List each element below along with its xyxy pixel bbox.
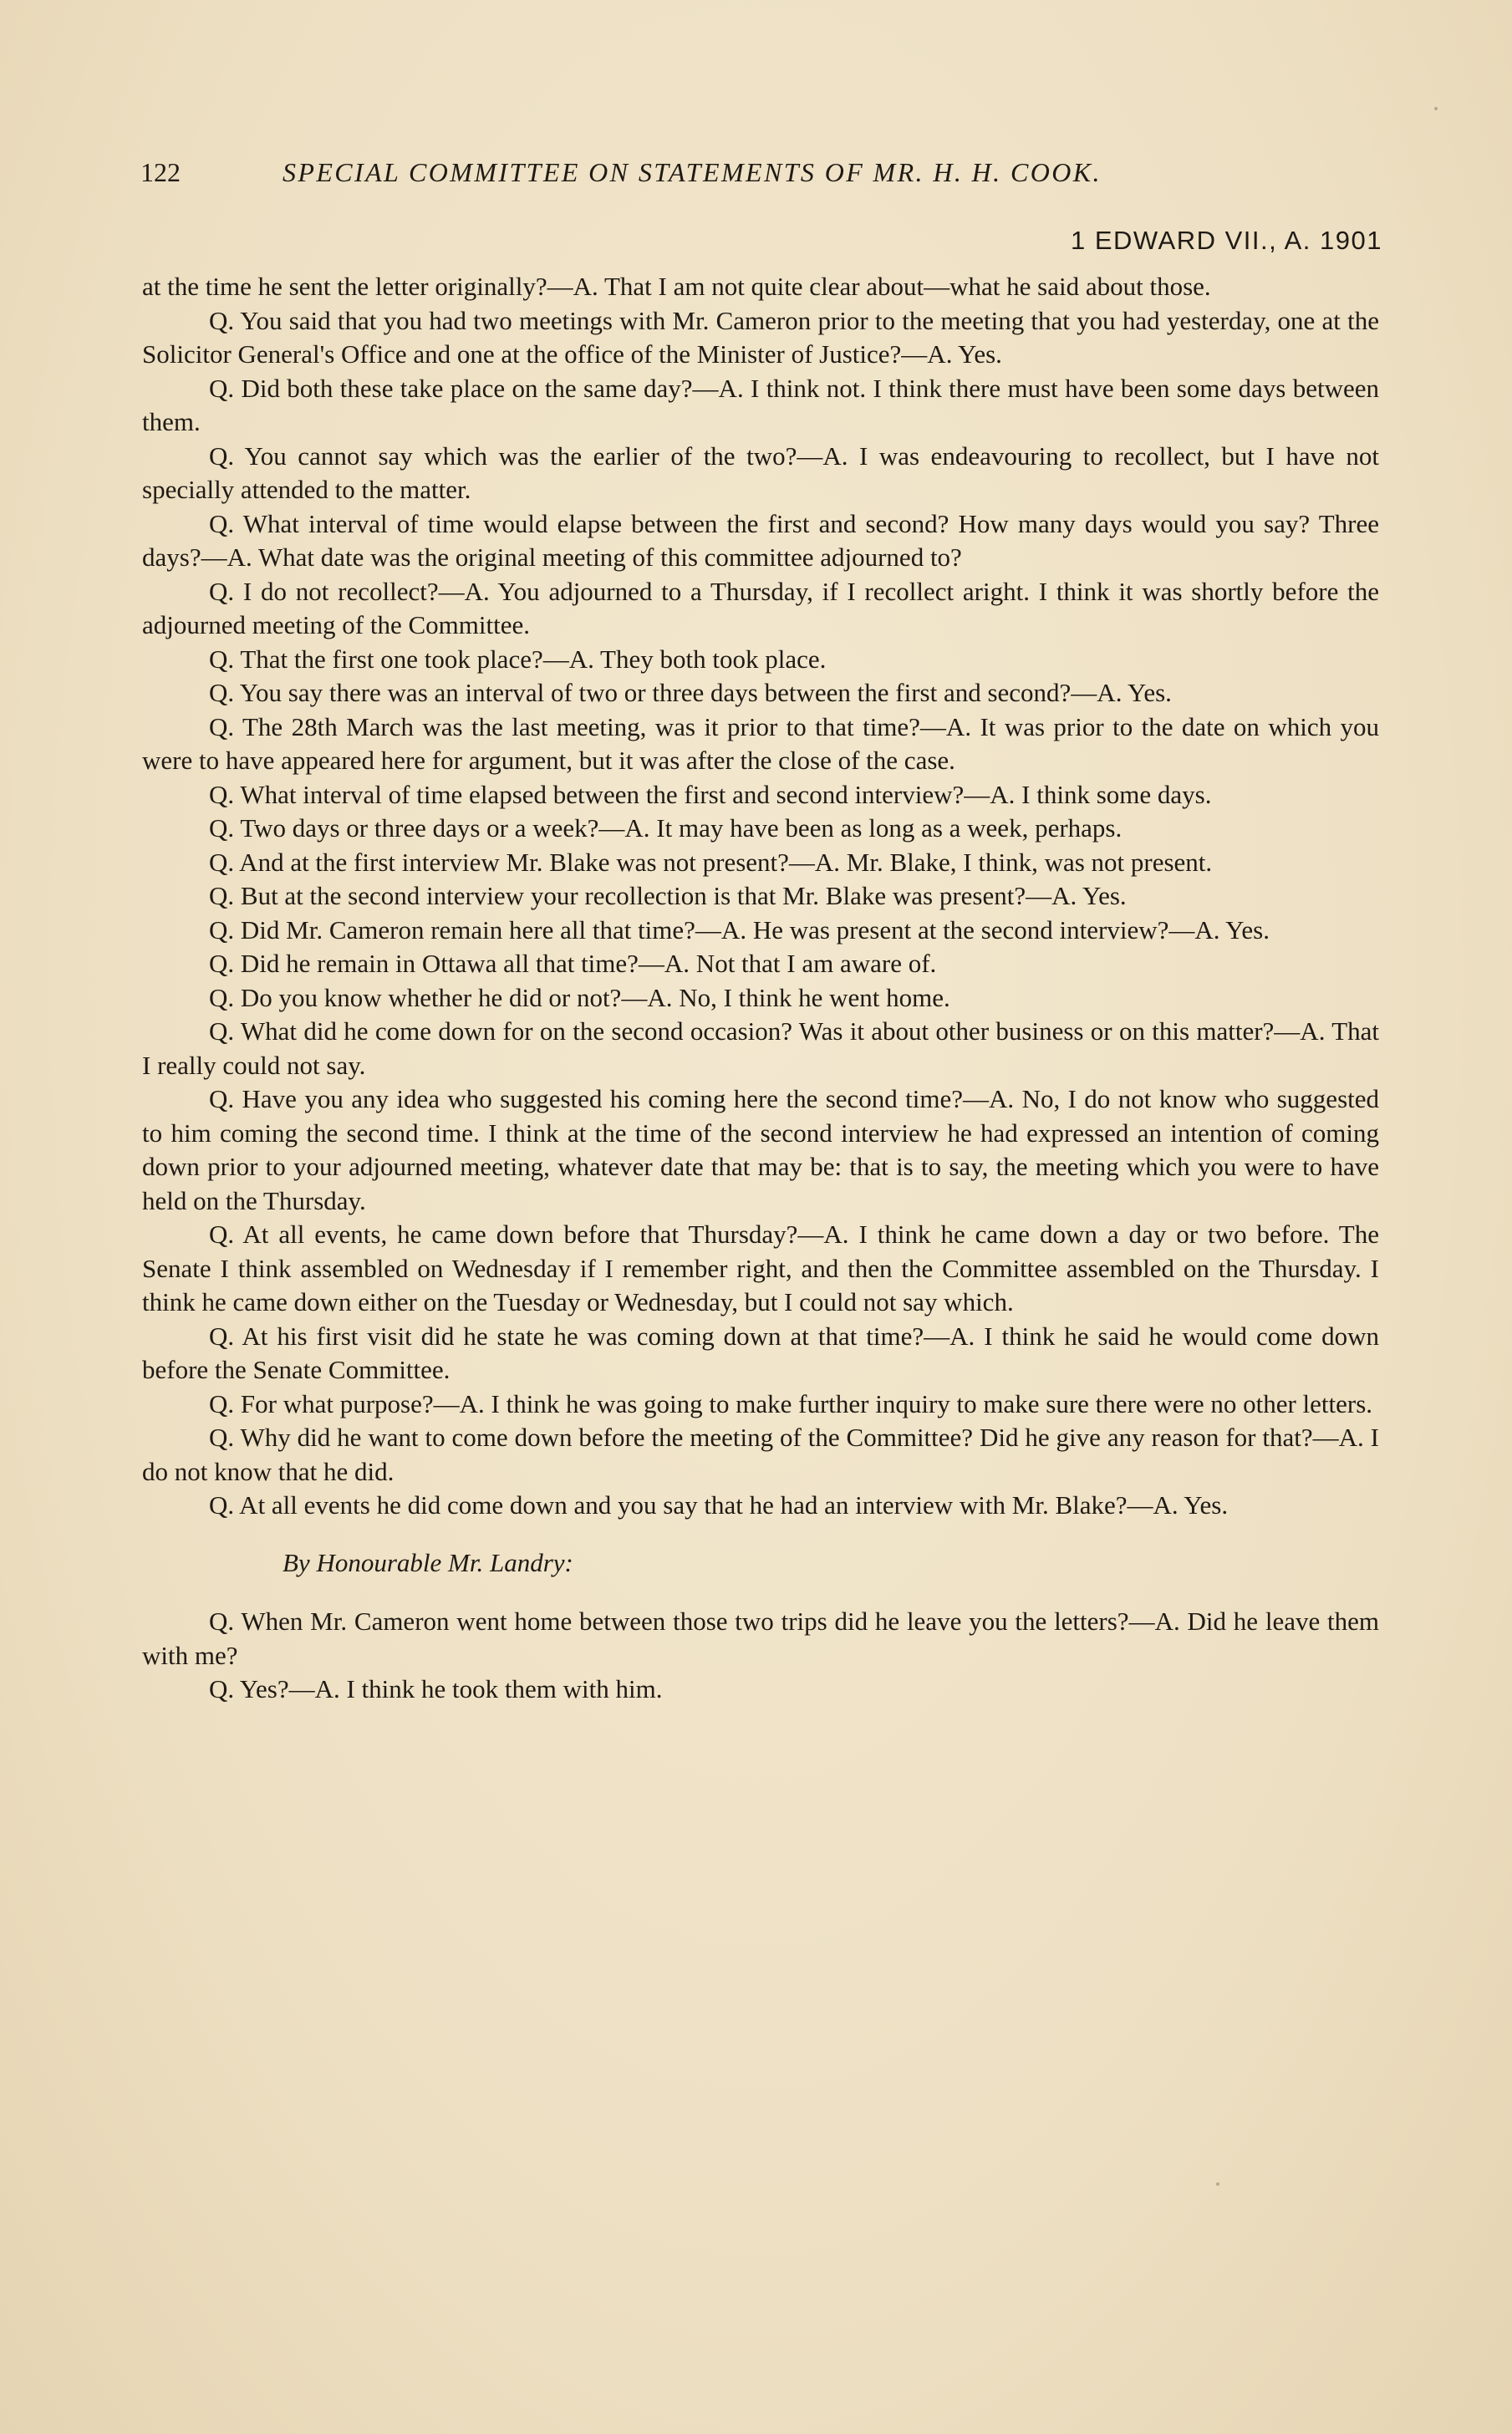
paragraph: Q. That the first one took place?—A. They both took place. — [209, 644, 827, 674]
paragraph: Q. You said that you had two meetings with Mr. Cameron prior to the meeting that you had yesterday, one at the Solicitor General's Office and one at the office of the Minister of Justice?—A. Yes. — [142, 305, 1379, 369]
paragraph: Q. And at the first interview Mr. Blake was not present?—A. Mr. Blake, I think, was not present. — [209, 847, 1213, 877]
paragraph: Q. Yes?—A. I think he took them with him. — [209, 1674, 663, 1703]
paragraph: Q. Have you any idea who suggested his coming here the second time?—A. No, I do not know who suggested to him coming the second time. I think at the time of the second interview he had expressed an intention of coming down prior to your adjourned meeting, whatever date that may be: that is to say, the meeting which you were to have held on the Thursday. — [142, 1084, 1379, 1215]
paragraph: Q. Two days or three days or a week?—A. It may have been as long as a week, perhaps. — [209, 813, 1123, 843]
paragraph: Q. For what purpose?—A. I think he was going to make further inquiry to make sure there were no other letters. — [209, 1388, 1373, 1418]
paragraph: Q. Do you know whether he did or not?—A. No, I think he went home. — [209, 982, 950, 1012]
page-number: 122 — [140, 157, 181, 187]
running-head — [140, 155, 1377, 197]
document-body — [142, 270, 1379, 1707]
section-heading: By Honourable Mr. Landry: — [283, 1547, 573, 1577]
paragraph: Q. Did Mr. Cameron remain here all that time?—A. He was present at the second interview?—A. Yes. — [209, 914, 1270, 945]
session-label: 1 EDWARD VII., A. 1901 — [1071, 226, 1382, 255]
paragraph: Q. When Mr. Cameron went home between those two trips did he leave you the letters?—A. Did he leave them with me? — [142, 1607, 1379, 1670]
paragraph: Q. Did both these take place on the same day?—A. I think not. I think there must have been some days between them. — [142, 373, 1379, 436]
paragraph: Q. Did he remain in Ottawa all that time?—A. Not that I am aware of. — [209, 949, 937, 978]
paragraph: Q. At all events, he came down before that Thursday?—A. I think he came down a day or two before. The Senate I think assembled on Wednesday if I remember right, and then the Committee assembled on the Thursday. I think he came down either on the Tuesday or Wednesday, but I could not say which. — [142, 1220, 1379, 1316]
paragraph: Q. The 28th March was the last meeting, was it prior to that time?—A. It was prior to the date on which you were to have appeared here for argument, but it was after the close of the case. — [142, 711, 1379, 775]
paper-speck — [1216, 2182, 1219, 2186]
paragraph: Q. Why did he want to come down before the meeting of the Committee? Did he give any reason for that?—A. I do not know that he did. — [142, 1423, 1379, 1486]
paper-speck — [1434, 107, 1438, 110]
paragraph: Q. What did he come down for on the second occasion? Was it about other business or on this matter?—A. That I really could not say. — [142, 1016, 1379, 1080]
paragraph: Q. I do not recollect?—A. You adjourned to a Thursday, if I recollect aright. I think it was shortly before the adjourned meeting of the Committee. — [142, 576, 1379, 639]
paragraph: Q. At all events he did come down and you say that he had an interview with Mr. Blake?—A. Yes. — [209, 1490, 1229, 1520]
paragraph: Q. What interval of time would elapse between the first and second? How many days would you say? Three days?—A. What date was the original meeting of this committee adjourned to? — [142, 508, 1379, 572]
paragraph: Q. At his first visit did he state he was coming down at that time?—A. I think he said he would come down before the Senate Committee. — [142, 1321, 1379, 1384]
paragraph: Q. You say there was an interval of two or three days between the first and second?—A. Yes. — [209, 678, 1172, 707]
paragraph: Q. What interval of time elapsed between the first and second interview?—A. I think some days. — [209, 779, 1212, 809]
paragraph: at the time he sent the letter originally?—A. That I am not quite clear about—what he said about those. — [142, 272, 1211, 301]
paragraph: Q. But at the second interview your recollection is that Mr. Blake was present?—A. Yes. — [209, 881, 1127, 910]
paragraph: Q. You cannot say which was the earlier of the two?—A. I was endeavouring to recollect, but I have not specially attended to the matter. — [142, 440, 1379, 504]
page-title: SPECIAL COMMITTEE ON STATEMENTS OF MR. H. H. COOK. — [283, 157, 1102, 187]
